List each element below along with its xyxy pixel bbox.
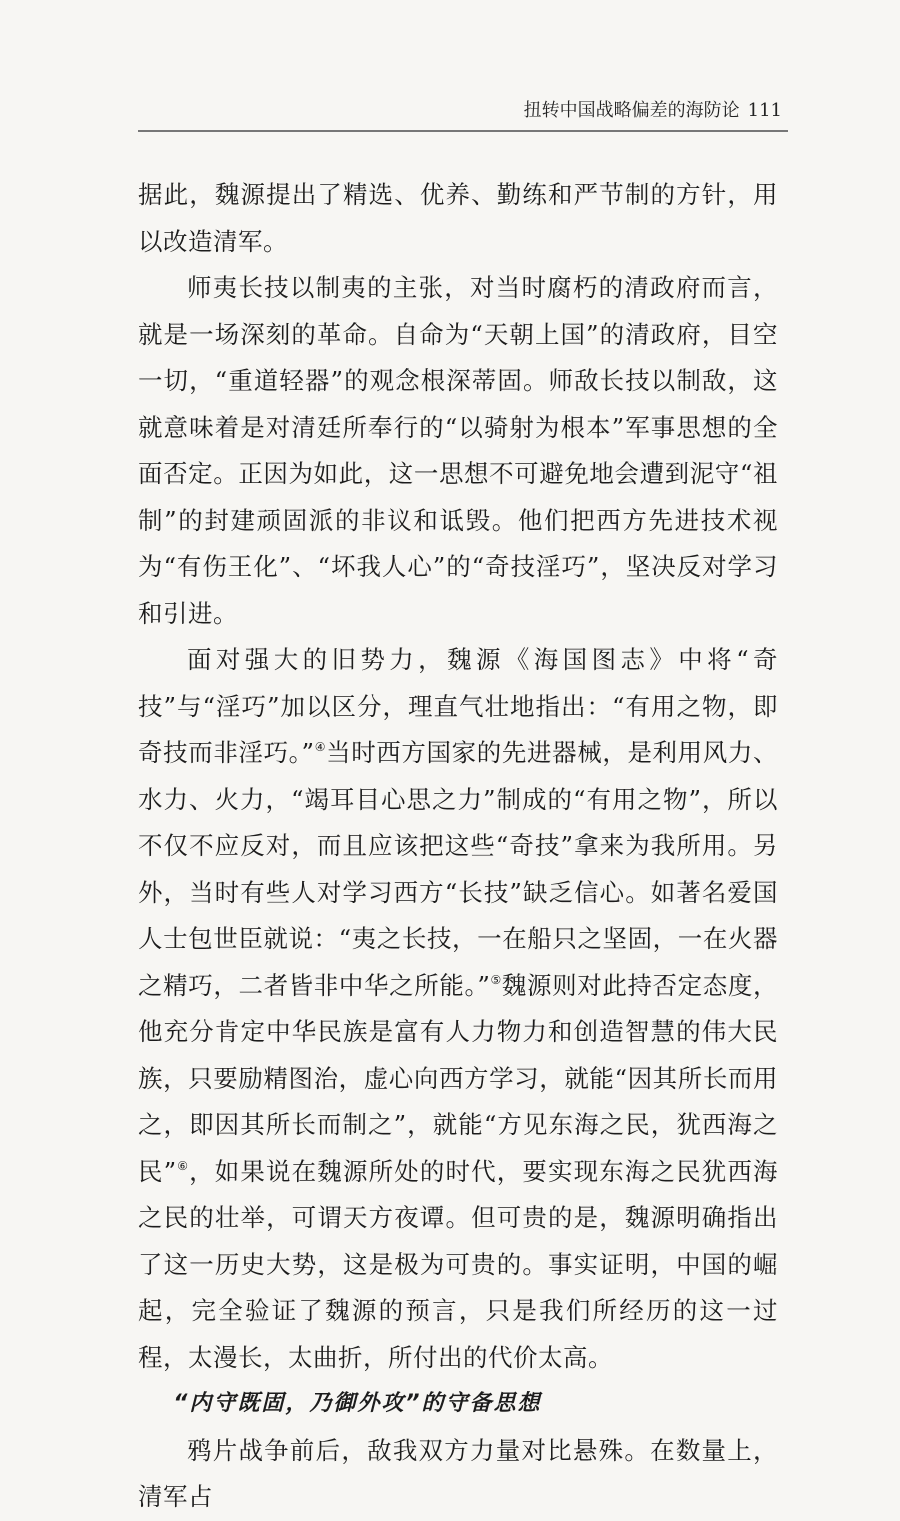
header-rule	[138, 130, 788, 132]
paragraph: 据此，魏源提出了精选、优养、勤练和严节制的方针，用以改造清军。	[138, 180, 778, 256]
paragraph	[138, 637, 778, 1381]
body-text	[138, 172, 778, 1521]
paragraph-text: 魏源则对此持否定态度，他充分肯定中华民族是富有人力物力和创造智慧的伟大民族，只要励精图治，虚心向西方学习，就能“因其所长而用之，即因其所长而制之”，就能“方见东海之民，犹西海之民”	[138, 970, 779, 1186]
paragraph: 师夷长技以制夷的主张，对当时腐朽的清政府而言，就是一场深刻的革命。自命为“天朝上国”的清政府，目空一切，“重道轻器”的观念根深蒂固。师敌长技以制敌，这就意味着是对清廷所奉行的“以骑射为根本”军事思想的全面否定。正因为如此，这一思想不可避免地会遭到泥守“祖制”的封建顽固派的非议和诋毁。他们把西方先进技术视为“有伤王化”、“坏我人心”的“奇技淫巧”，坚决反对学习和引进。	[138, 273, 778, 628]
paragraph-text: 当时西方国家的先进器械，是利用风力、水力、火力，“竭耳目心思之力”制成的“有用之物”，所以不仅不应反对，而且应该把这些“奇技”拿来为我所用。另外，当时有些人对学习西方“长技”缺乏信心。如著名爱国人士包世臣就说：“夷之长技，一在船只之坚固，一在火器之精巧，二者皆非中华之所能。”	[138, 738, 779, 1000]
paragraph-text: 面对强大的旧势力，魏源《海国图志》中将“奇技”与“淫巧”加以区分，理直气壮地指出：“有用之物，即奇技而非淫巧。”	[138, 645, 778, 767]
footnote-marker: ⑤	[490, 972, 502, 987]
running-header	[524, 96, 782, 122]
chapter-title: 扭转中国战略偏差的海防论	[523, 100, 740, 121]
footnote-marker: ④	[314, 740, 327, 754]
paragraph-text: ，如果说在魏源所处的时代，要实现东海之民犹西海之民的壮举，可谓天方夜谭。但可贵的是，魏源明确指出了这一历史大势，这是极为可贵的。事实证明，中国的崛起，完全验证了魏源的预言，只是我们所经历的这一过程，太漫长，太曲折，所付出的代价太高。	[138, 1156, 778, 1372]
paragraph: 鸦片战争前后，敌我双方力量对比悬殊。在数量上，清军占	[138, 1435, 778, 1511]
section-subheading: “内守既固，乃御外攻”的守备思想	[173, 1391, 542, 1416]
footnote-marker: ⑥	[176, 1158, 190, 1173]
page-number: 111	[747, 100, 782, 121]
